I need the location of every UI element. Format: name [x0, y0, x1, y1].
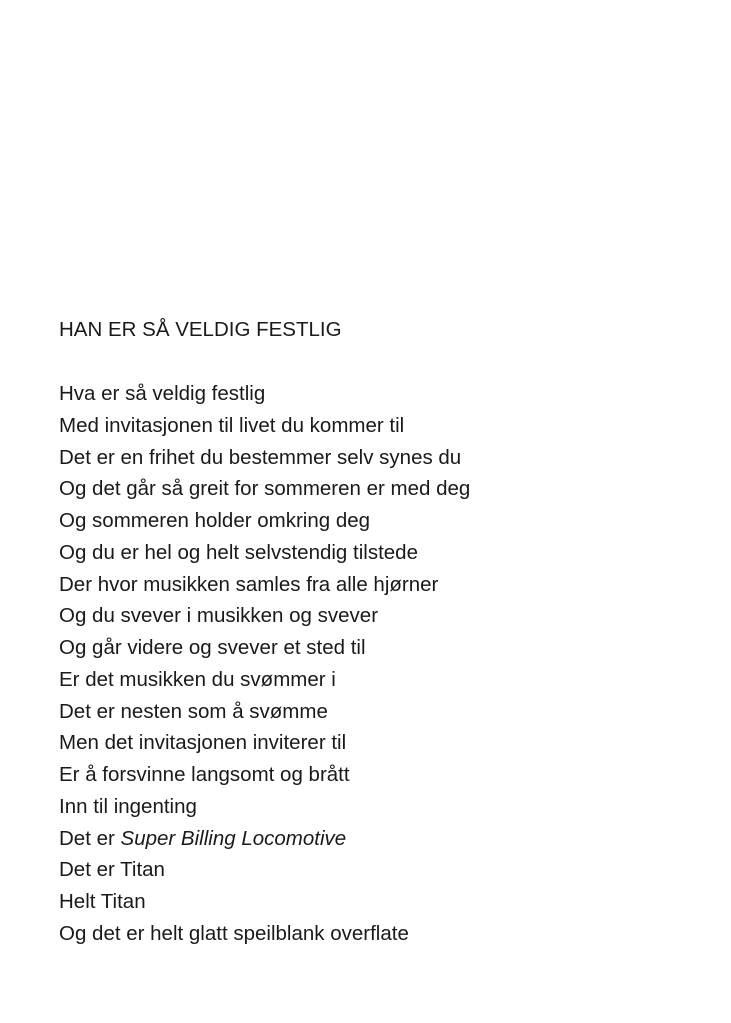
- poem-line: Og du er hel og helt selvstendig tilstede: [59, 540, 418, 564]
- poem-line: Det er nesten som å svømme: [59, 699, 328, 723]
- poem-line: Og går videre og svever et sted til: [59, 636, 366, 659]
- poem-line: Det er en frihet du bestemmer selv synes du: [59, 445, 462, 469]
- poem-line: Og det er helt glatt speilblank overflate: [59, 921, 409, 945]
- poem-line-prefix: Det er: [59, 826, 121, 850]
- poem-title: HAN ER SÅ VELDIG FESTLIG: [59, 318, 342, 341]
- poem-line: Helt Titan: [59, 890, 146, 913]
- poem-line: Der hvor musikken samles fra alle hjørner: [59, 572, 439, 596]
- poem-line: Er det musikken du svømmer i: [59, 667, 336, 691]
- poem-line: Men det invitasjonen inviterer til: [59, 731, 347, 755]
- poem-line: Inn til ingenting: [59, 794, 197, 818]
- poem-line: Hva er så veldig festlig: [59, 382, 266, 405]
- poem-line: Det er Titan: [59, 858, 165, 882]
- poem-line-with-italic: [59, 823, 470, 855]
- poem-line: Og sommeren holder omkring deg: [59, 509, 371, 532]
- poem-line: Og du svever i musikken og svever: [59, 604, 379, 628]
- poem-line: Og det går så greit for sommeren er med deg: [59, 477, 471, 501]
- poem-line: Med invitasjonen til livet du kommer til: [59, 413, 405, 437]
- italic-phrase: Super Billing Locomotive: [120, 826, 347, 850]
- poem-line: Er å forsvinne langsomt og brått: [59, 763, 350, 786]
- poem-body: [59, 378, 470, 950]
